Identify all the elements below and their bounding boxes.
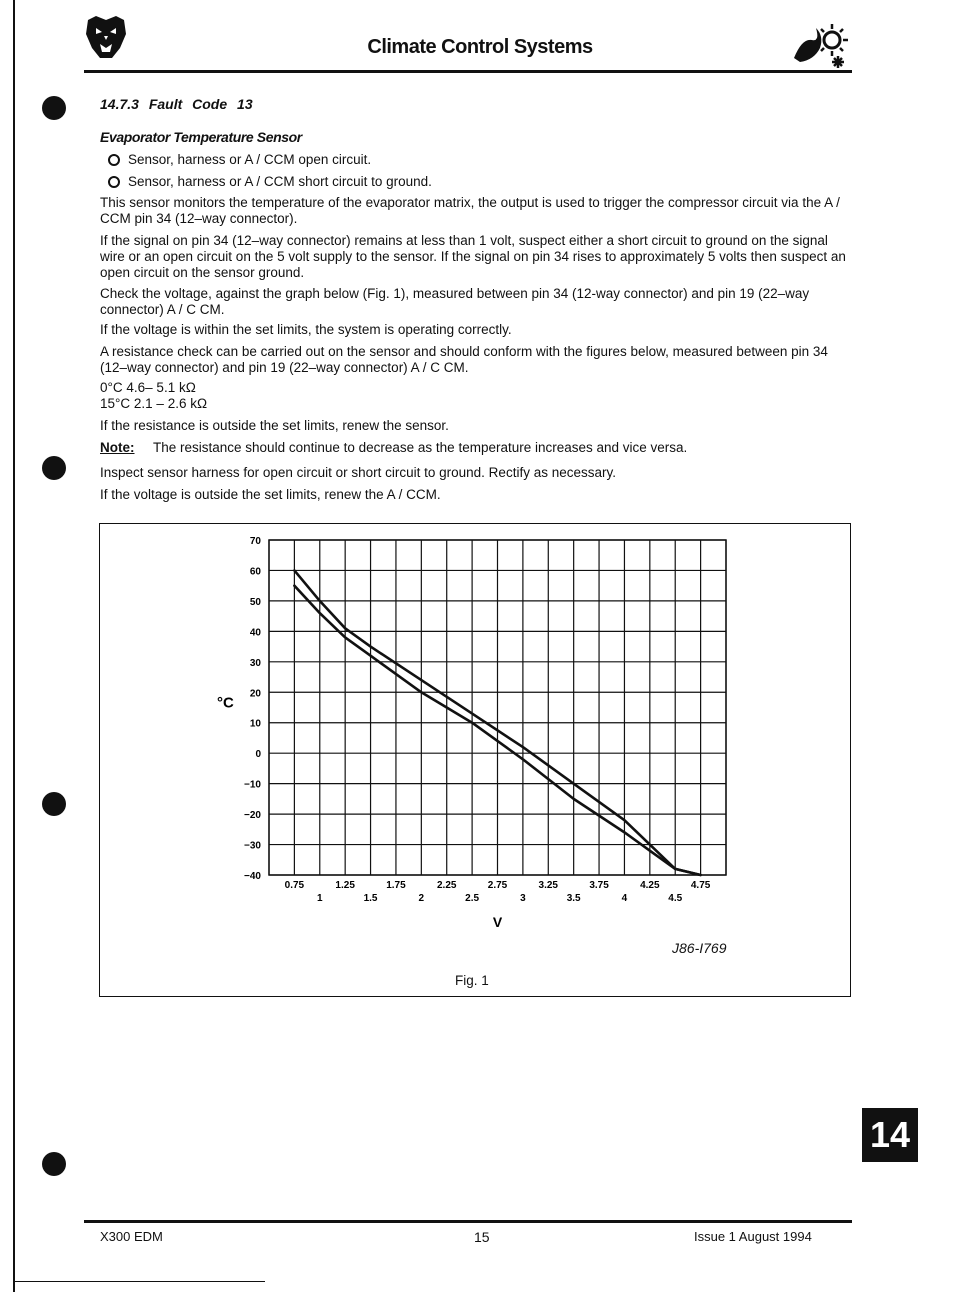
note-label: Note:	[100, 440, 135, 455]
note-text: The resistance should continue to decrease as the temperature increases and vice versa.	[153, 440, 688, 455]
x-tick-label: 0.75	[284, 880, 305, 891]
page-number: 15	[474, 1229, 490, 1245]
paragraph: If the voltage is outside the set limits, renew the A / CCM.	[100, 487, 441, 502]
page-title: Climate Control Systems	[367, 36, 593, 58]
x-tick-label: 1	[316, 893, 323, 904]
y-tick-label: 20	[249, 688, 261, 700]
x-axis-label: V	[492, 914, 503, 930]
y-tick-label: 70	[249, 536, 261, 547]
paragraph: A resistance check can be carried out on the sensor and should conform with the figures below, measured between pin 34 (12–way connector) and pin 19 (22–way connector) A / C CM.	[100, 344, 828, 375]
section-tab-number: 14	[869, 1114, 911, 1155]
section-subtitle: Evaporator Temperature Sensor	[100, 129, 302, 145]
paragraph: Check the voltage, against the graph below (Fig. 1), measured between pin 34 (12-way connector) and pin 19 (22–way connector) A / C CM.	[100, 286, 810, 317]
bullet-item	[108, 152, 371, 168]
x-tick-label: 4.75	[690, 880, 711, 891]
footer-right: Issue 1 August 1994	[694, 1229, 812, 1244]
evaporator-sensor-chart	[99, 523, 851, 997]
x-tick-label: 2.5	[465, 893, 480, 904]
y-axis-label: °C	[217, 694, 234, 712]
y-tick-label: 60	[249, 566, 261, 578]
y-tick-label: −40	[244, 871, 261, 882]
y-tick-label: 50	[249, 596, 261, 608]
paragraph: If the voltage is within the set limits, the system is operating correctly.	[100, 322, 512, 337]
y-tick-label: 10	[249, 718, 261, 730]
climate-icon	[790, 18, 852, 70]
x-tick-label: 2.25	[436, 880, 457, 891]
x-tick-label: 1.25	[335, 880, 355, 891]
resistance-spec: 15°C 2.1 – 2.6 kΩ	[100, 396, 208, 411]
paragraph: This sensor monitors the temperature of the evaporator matrix, the output is used to trigger the compressor circuit via the A / CCM pin 34 (12–way connector).	[100, 195, 840, 226]
x-tick-label: 4	[621, 893, 628, 904]
x-tick-label: 3.25	[538, 880, 559, 891]
x-tick-label: 4.25	[640, 880, 660, 891]
binder-hole	[42, 96, 66, 120]
bottom-rule	[15, 1281, 265, 1282]
x-tick-label: 3.5	[566, 893, 581, 904]
figure-ref: J86-I769	[672, 940, 727, 956]
y-tick-label: −20	[244, 810, 261, 822]
bullet-text: Sensor, harness or A / CCM open circuit.	[128, 152, 372, 167]
section-heading: 14.7.3 Fault Code 13	[100, 96, 253, 112]
paragraph: If the signal on pin 34 (12–way connector) remains at less than 1 volt, suspect either a short circuit to ground on the signal wire or an open circuit on the 5 volt supply to the sensor. If the signal on pin 34 rises to approximately 5 volts then suspect an open circuit on the sensor ground.	[100, 233, 846, 280]
x-tick-label: 3.75	[589, 880, 609, 891]
circle-bullet-icon	[108, 176, 120, 188]
y-tick-label: 0	[255, 749, 261, 761]
x-tick-label: 2	[418, 893, 425, 904]
x-tick-label: 1.5	[363, 893, 378, 904]
binder-hole	[42, 792, 66, 816]
header-rule	[84, 70, 852, 73]
y-tick-label: −30	[244, 840, 261, 852]
bullet-text: Sensor, harness or A / CCM short circuit to ground.	[128, 174, 432, 189]
figure-caption: Fig. 1	[455, 973, 489, 988]
y-tick-label: 40	[249, 627, 261, 639]
bullet-item	[108, 174, 432, 190]
y-tick-label: 30	[249, 657, 261, 669]
binding-edge-line	[13, 0, 15, 1292]
x-tick-label: 1.75	[386, 880, 406, 891]
section-tab	[862, 1108, 918, 1162]
binder-hole	[42, 1152, 66, 1176]
x-tick-label: 2.75	[487, 880, 508, 891]
x-tick-label: 4.5	[668, 893, 683, 904]
x-tick-label: 3	[520, 893, 526, 904]
footer-left: X300 EDM	[100, 1229, 163, 1244]
paragraph: If the resistance is outside the set limits, renew the sensor.	[100, 418, 449, 433]
resistance-spec: 0°C 4.6– 5.1 kΩ	[100, 380, 196, 395]
paragraph: Inspect sensor harness for open circuit or short circuit to ground. Rectify as necessary.	[100, 465, 616, 480]
binder-hole	[42, 456, 66, 480]
circle-bullet-icon	[108, 154, 120, 166]
y-tick-label: −10	[244, 779, 261, 791]
footer-rule	[84, 1220, 852, 1223]
jaguar-logo	[82, 14, 130, 62]
